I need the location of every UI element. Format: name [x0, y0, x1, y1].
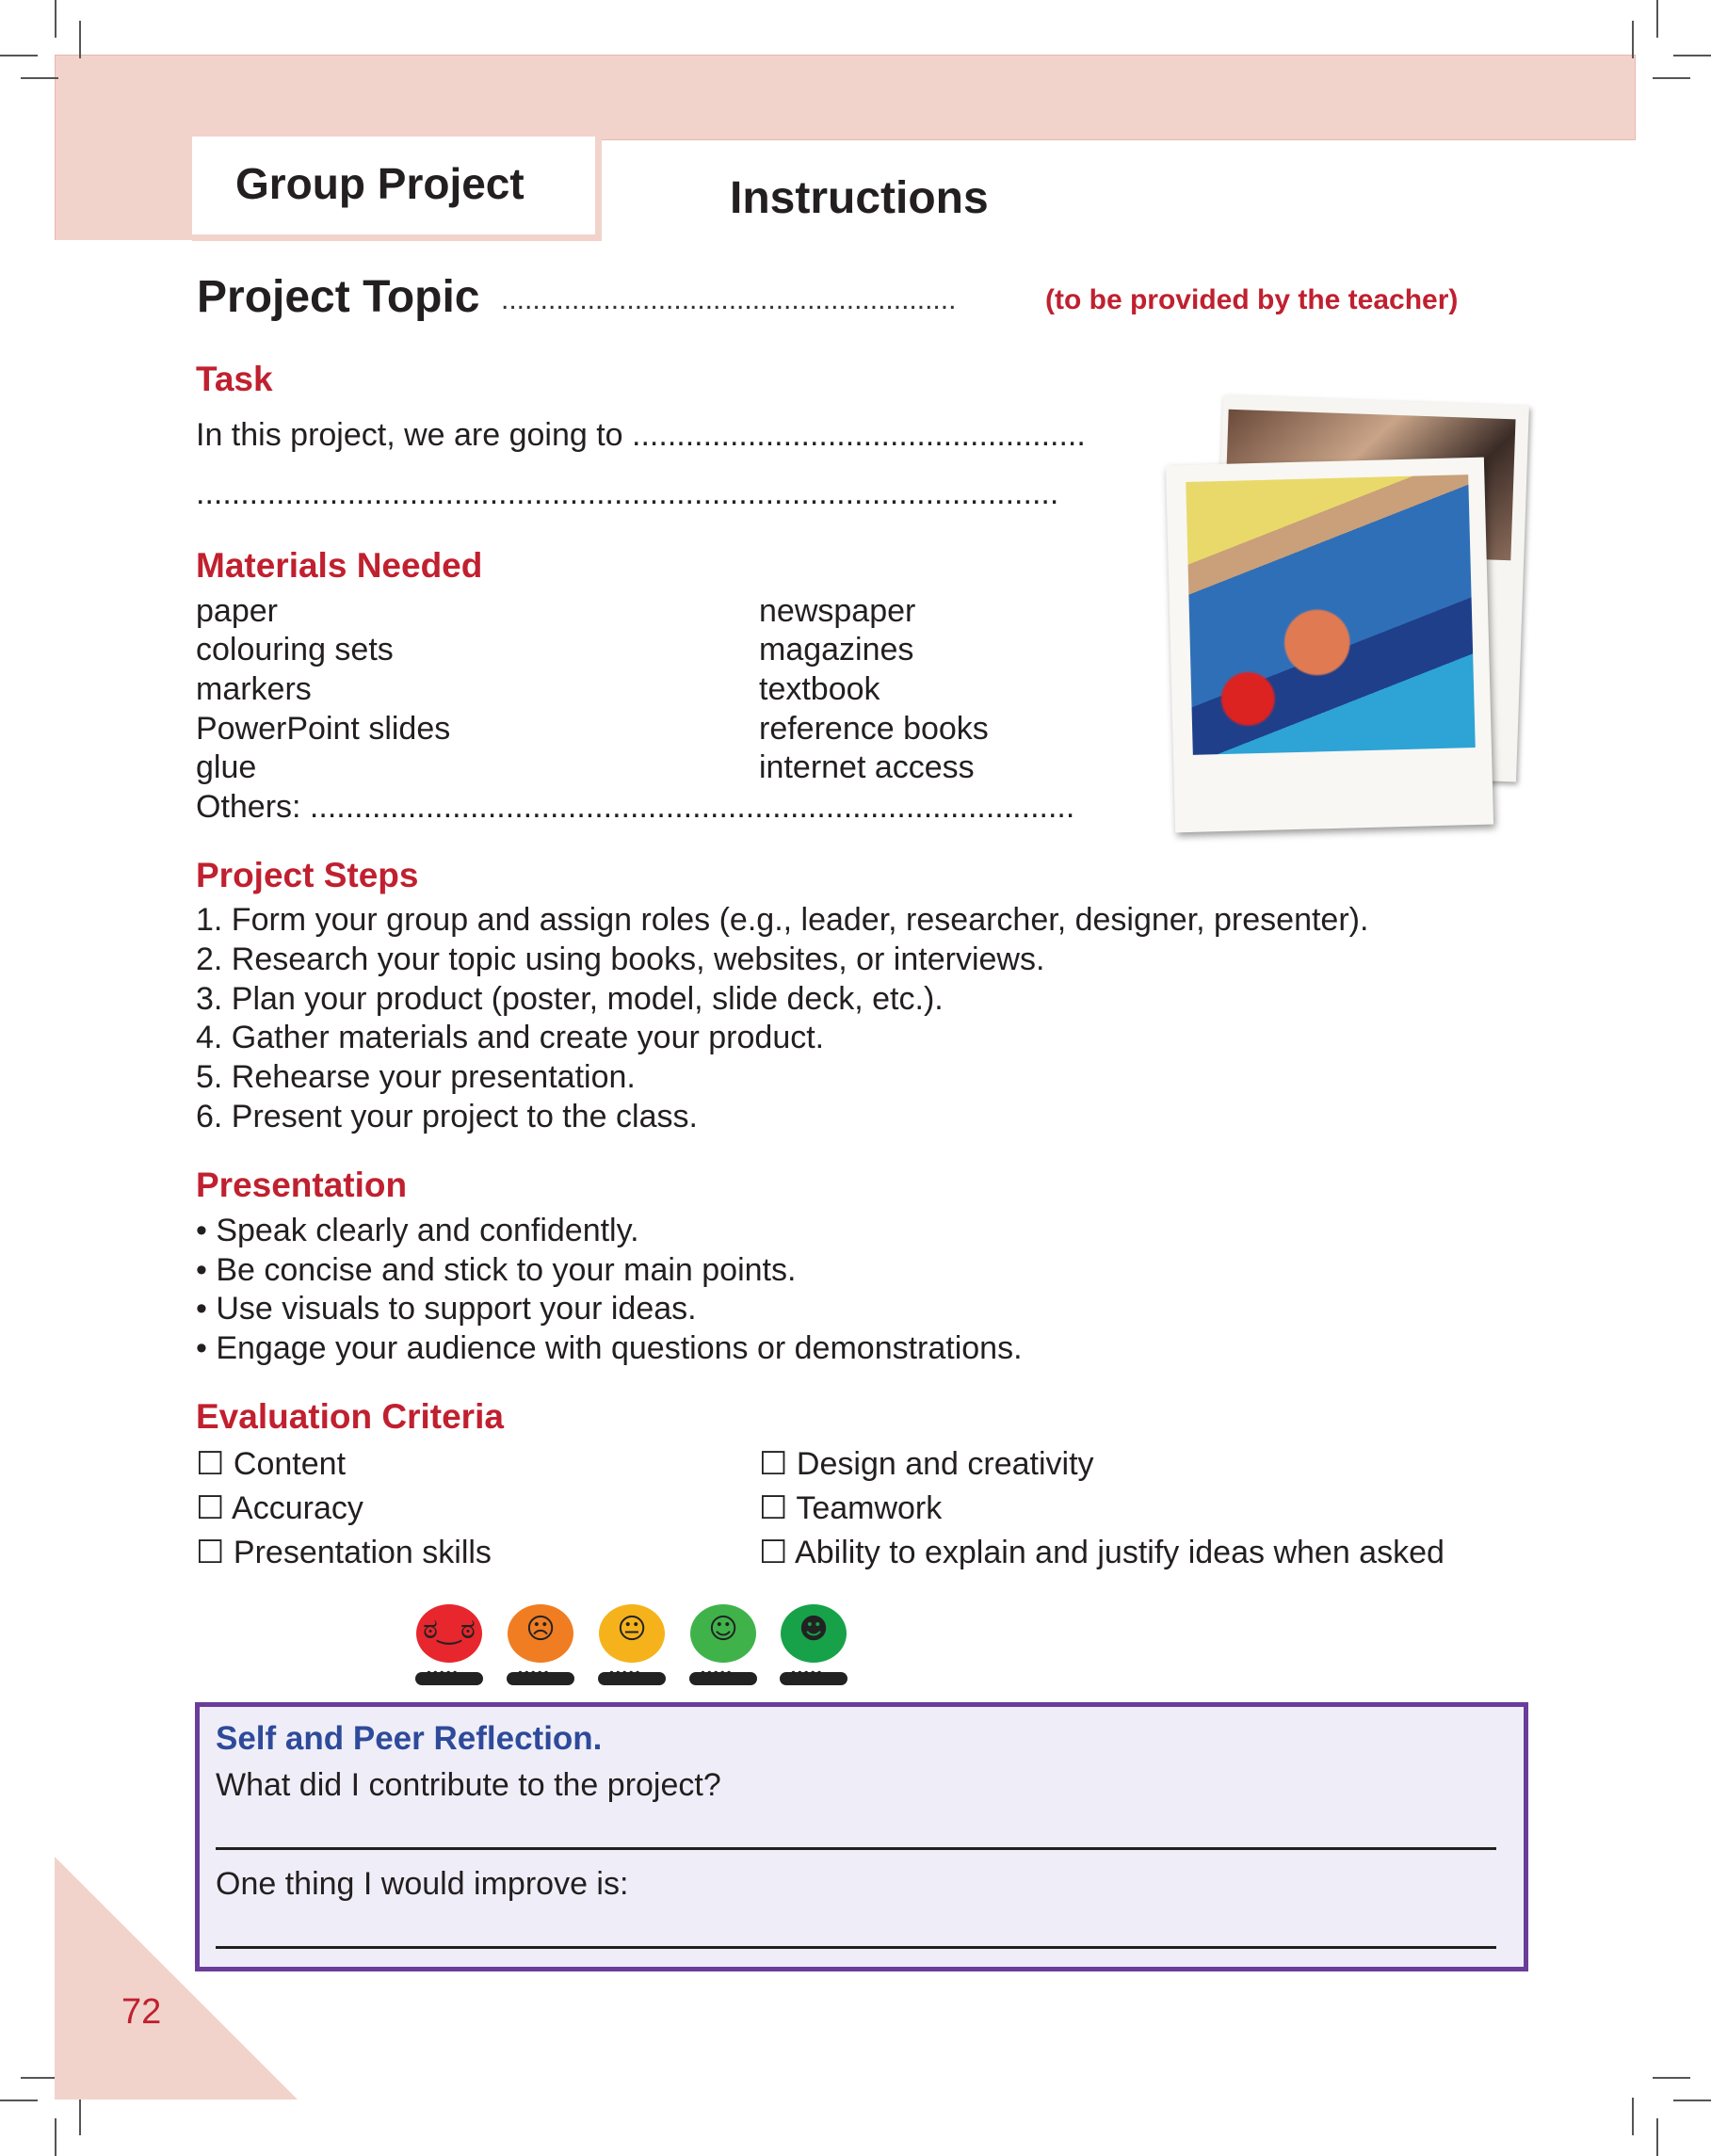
crop-mark	[1656, 2118, 1658, 2156]
smile-face-icon: ☺	[708, 1613, 738, 1646]
angry-face-icon: ಠ‿ಠ	[423, 1613, 476, 1646]
crop-mark	[1673, 2100, 1711, 2101]
presentation-item: • Use visuals to support your ideas.	[196, 1291, 697, 1327]
presentation-heading: Presentation	[196, 1166, 408, 1204]
task-line-2: .................................................................................................	[196, 475, 1059, 511]
sad-face-icon: ☹	[525, 1613, 556, 1646]
task-line-1: In this project, we are going to ...................................................	[196, 417, 1086, 453]
material-item: glue	[196, 749, 257, 785]
criteria-checkbox-design[interactable]: ☐ Design and creativity	[759, 1446, 1094, 1482]
presentation-item: • Speak clearly and confidently.	[196, 1213, 639, 1248]
rating-bar	[598, 1672, 666, 1685]
material-item: newspaper	[759, 593, 916, 629]
header-band	[55, 55, 1636, 140]
crafting-photo	[1186, 475, 1475, 755]
crop-mark	[79, 21, 81, 58]
material-item: colouring sets	[196, 632, 394, 668]
presentation-item: • Engage your audience with questions or demonstrations.	[196, 1330, 1023, 1366]
materials-heading: Materials Needed	[196, 546, 483, 585]
reflection-question-2: One thing I would improve is:	[216, 1866, 629, 1902]
crop-mark	[1656, 0, 1658, 38]
rating-bar	[780, 1672, 847, 1685]
task-heading: Task	[196, 360, 273, 398]
rating-bar	[689, 1672, 757, 1685]
crop-mark	[79, 2098, 81, 2135]
side-band	[55, 138, 193, 240]
material-item: magazines	[759, 632, 914, 668]
crop-mark	[21, 77, 58, 79]
crop-mark	[55, 0, 56, 38]
step-item: 6. Present your project to the class.	[196, 1099, 698, 1134]
criteria-checkbox-teamwork[interactable]: ☐ Teamwork	[759, 1490, 943, 1526]
tab-title: Group Project	[235, 159, 525, 208]
crop-mark	[1632, 21, 1634, 58]
material-item: reference books	[759, 711, 989, 747]
answer-line-1[interactable]	[216, 1847, 1496, 1850]
step-item: 3. Plan your product (poster, model, slide deck, etc.).	[196, 981, 944, 1017]
step-item: 4. Gather materials and create your product.	[196, 1020, 825, 1055]
criteria-checkbox-accuracy[interactable]: ☐ Accuracy	[196, 1490, 363, 1526]
rating-bar	[415, 1672, 483, 1685]
step-item: 1. Form your group and assign roles (e.g., leader, researcher, designer, presenter).	[196, 902, 1369, 938]
materials-others: Others: ......................................................................................	[196, 789, 1075, 825]
material-item: PowerPoint slides	[196, 711, 451, 747]
presentation-item: • Be concise and stick to your main points.	[196, 1252, 797, 1288]
crop-mark	[1632, 2098, 1634, 2135]
project-topic-label: Project Topic	[197, 272, 480, 322]
step-item: 2. Research your topic using books, websites, or interviews.	[196, 941, 1045, 977]
crop-mark	[0, 55, 38, 56]
happy-face-icon: ☻	[799, 1613, 829, 1646]
material-item: markers	[196, 671, 312, 707]
corner-decoration	[55, 1857, 298, 2100]
crop-mark	[55, 2118, 56, 2156]
criteria-checkbox-presentation-skills[interactable]: ☐ Presentation skills	[196, 1535, 492, 1570]
project-topic-blank: ..........................................................	[501, 284, 957, 315]
reflection-question-1: What did I contribute to the project?	[216, 1767, 721, 1803]
step-item: 5. Rehearse your presentation.	[196, 1059, 636, 1095]
page-title: Instructions	[730, 173, 989, 223]
answer-line-2[interactable]	[216, 1946, 1496, 1949]
crop-mark	[1653, 77, 1690, 79]
evaluation-heading: Evaluation Criteria	[196, 1397, 504, 1436]
material-item: textbook	[759, 671, 880, 707]
material-item: internet access	[759, 749, 975, 785]
crop-mark	[0, 2100, 38, 2101]
project-steps-heading: Project Steps	[196, 856, 419, 894]
rating-bar	[507, 1672, 574, 1685]
reflection-title: Self and Peer Reflection.	[216, 1720, 603, 1757]
neutral-face-icon: 😐︎	[617, 1613, 647, 1646]
crop-mark	[1653, 2077, 1690, 2079]
material-item: paper	[196, 593, 278, 629]
crop-mark	[21, 2077, 58, 2079]
criteria-checkbox-content[interactable]: ☐ Content	[196, 1446, 347, 1482]
crop-mark	[1673, 55, 1711, 56]
page-number: 72	[121, 1992, 162, 2032]
criteria-checkbox-explain[interactable]: ☐ Ability to explain and justify ideas when asked	[759, 1535, 1445, 1570]
project-topic-note: (to be provided by the teacher)	[1045, 284, 1459, 315]
